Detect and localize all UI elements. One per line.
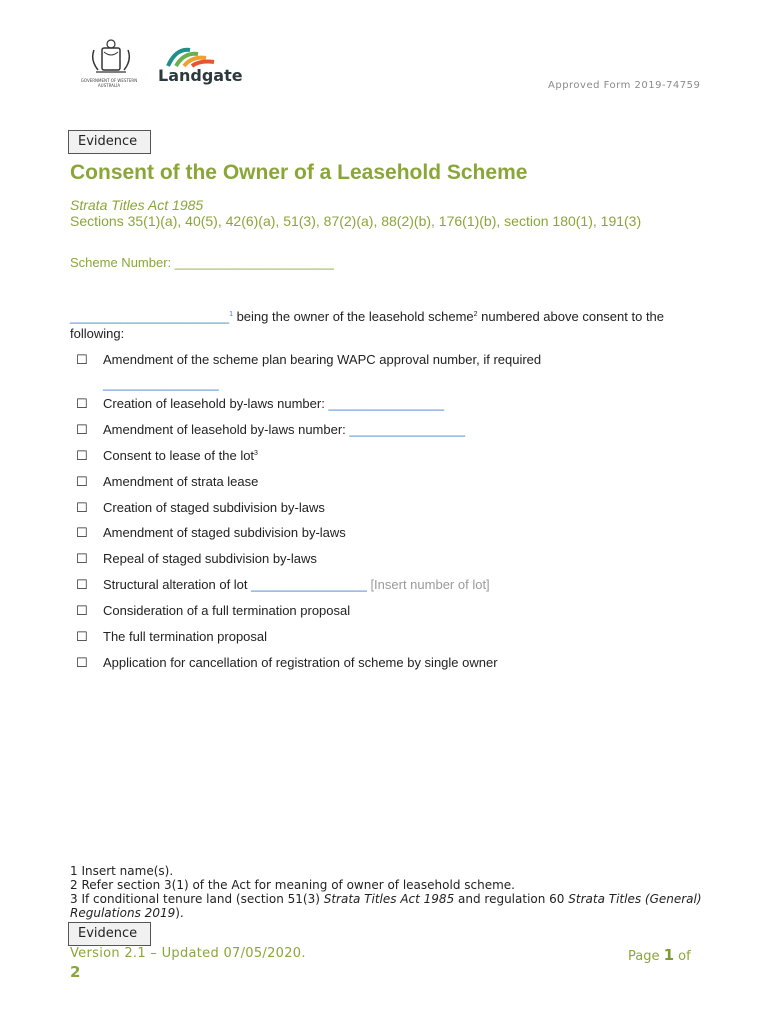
item-label: Application for cancellation of registration of scheme by single owner xyxy=(103,655,498,670)
checklist-item[interactable] xyxy=(76,655,498,671)
landgate-logo-text: Landgate xyxy=(158,66,243,85)
bylaws-amend-number-blank[interactable]: ________________ xyxy=(349,422,466,437)
bylaws-number-blank[interactable]: ________________ xyxy=(328,396,445,411)
footnote-3-text-c: ). xyxy=(175,906,184,920)
checklist-item[interactable] xyxy=(76,448,258,464)
checklist-item[interactable] xyxy=(76,396,444,412)
lot-number-blank[interactable]: ________________ xyxy=(251,577,367,592)
item-label: Consent to lease of the lot xyxy=(103,448,255,463)
page-indicator xyxy=(628,946,691,964)
sections-reference: Sections 35(1)(a), 40(5), 42(6)(a), 51(3), 87(2)(a), 88(2)(b), 176(1)(b), section 180(1), 191(3) xyxy=(70,213,642,229)
item-label: Amendment of leasehold by-laws number: xyxy=(103,422,350,437)
checklist-item[interactable] xyxy=(76,603,350,619)
checklist-item[interactable] xyxy=(76,551,317,567)
checkbox-icon[interactable]: ☐ xyxy=(76,656,88,671)
checkbox-icon[interactable]: ☐ xyxy=(76,630,88,645)
page-of-label: of xyxy=(674,949,691,964)
approved-form-number: Approved Form 2019-74759 xyxy=(548,80,701,91)
consent-intro xyxy=(70,306,700,342)
owner-name-blank[interactable]: ______________________ xyxy=(70,309,230,324)
page-total: 2 xyxy=(70,963,81,981)
item-label: Repeal of staged subdivision by-laws xyxy=(103,551,317,566)
landgate-logo-icon xyxy=(166,46,220,68)
intro-text-b: numbered above consent to the following: xyxy=(70,309,665,341)
act-name: Strata Titles Act 1985 xyxy=(70,197,204,213)
scheme-number-label: Scheme Number: xyxy=(70,255,175,270)
scheme-number-field[interactable] xyxy=(70,255,334,270)
footnote-ref-1: 1 xyxy=(229,311,233,318)
lot-number-hint: [Insert number of lot] xyxy=(366,577,490,592)
checkbox-icon[interactable]: ☐ xyxy=(76,526,88,541)
intro-text-a: being the owner of the leasehold scheme xyxy=(232,309,474,324)
item-label: Amendment of strata lease xyxy=(103,474,259,489)
evidence-button-bottom[interactable]: Evidence xyxy=(68,922,151,946)
item-blank-line[interactable] xyxy=(103,376,219,391)
scheme-number-blank[interactable]: ______________________ xyxy=(174,255,334,270)
page-number: 1 xyxy=(663,946,675,964)
footnote-3 xyxy=(70,892,710,920)
version-info: Version 2.1 – Updated 07/05/2020. xyxy=(70,946,306,961)
checkbox-icon[interactable]: ☐ xyxy=(76,475,88,490)
item-label: Structural alteration of lot xyxy=(103,577,252,592)
footnote-3-act: Strata Titles Act 1985 xyxy=(323,892,455,906)
checkbox-icon[interactable]: ☐ xyxy=(76,353,88,368)
checkbox-icon[interactable]: ☐ xyxy=(76,449,88,464)
footnote-ref-2: 2 xyxy=(473,311,478,318)
item-label: The full termination proposal xyxy=(103,629,268,644)
checkbox-icon[interactable]: ☐ xyxy=(76,397,88,412)
item-label: Amendment of the scheme plan bearing WAPC approval number, if required xyxy=(103,352,542,367)
footnote-3-text-a: 3 If conditional tenure land (section 51(3) xyxy=(70,892,324,906)
checklist-item[interactable] xyxy=(76,474,258,490)
checkbox-icon[interactable]: ☐ xyxy=(76,578,88,593)
item-label: Creation of leasehold by-laws number: xyxy=(103,396,329,411)
checklist-item[interactable] xyxy=(76,629,267,645)
footnote-2: 2 Refer section 3(1) of the Act for meaning of owner of leasehold scheme. xyxy=(70,878,515,892)
crest-caption: GOVERNMENT OF WESTERN AUSTRALIA xyxy=(80,78,138,88)
checkbox-icon[interactable]: ☐ xyxy=(76,423,88,438)
item-label: Amendment of staged subdivision by-laws xyxy=(103,525,346,540)
checkbox-icon[interactable]: ☐ xyxy=(76,604,88,619)
page-title: Consent of the Owner of a Leasehold Scheme xyxy=(70,161,528,184)
checklist-item[interactable] xyxy=(76,352,541,368)
item-label: Consideration of a full termination proposal xyxy=(103,603,351,618)
page-label: Page xyxy=(628,949,664,964)
evidence-button-top[interactable]: Evidence xyxy=(68,130,151,154)
checkbox-icon[interactable]: ☐ xyxy=(76,552,88,567)
footnote-3-text-b: and regulation 60 xyxy=(454,892,569,906)
footnotes xyxy=(70,864,710,920)
checklist-item[interactable] xyxy=(76,577,490,593)
footnote-ref-3: 3 xyxy=(254,450,258,457)
footnote-1: 1 Insert name(s). xyxy=(70,864,174,878)
item-label: Creation of staged subdivision by-laws xyxy=(103,500,325,515)
checklist-item[interactable] xyxy=(76,500,325,516)
checkbox-icon[interactable]: ☐ xyxy=(76,501,88,516)
checklist-item[interactable] xyxy=(76,422,465,438)
checklist-item[interactable] xyxy=(76,525,346,541)
footnote-3-regulation: Strata Titles (General) Regulations 2019 xyxy=(70,892,702,920)
wapc-number-blank[interactable]: ________________ xyxy=(103,376,219,391)
